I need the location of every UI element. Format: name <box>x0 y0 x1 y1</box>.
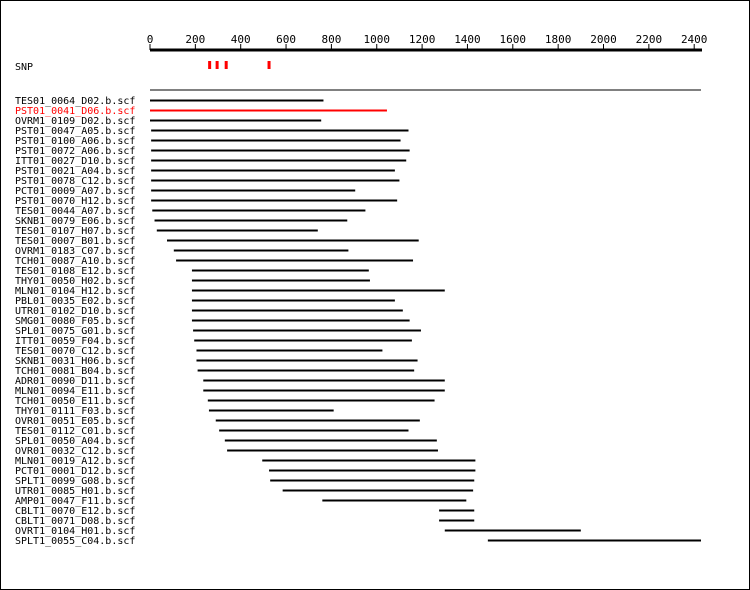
axis-tick-label: 1600 <box>499 33 527 46</box>
read-name: SPL01_0075_G01.b.scf <box>15 326 136 337</box>
read-name: ADR01_0090_D11.b.scf <box>15 376 136 387</box>
read-name: MLN01_0019_A12.b.scf <box>15 456 136 467</box>
read-name: PCT01_0001_D12.b.scf <box>15 466 136 477</box>
read-name: AMP01_0047_F11.b.scf <box>15 496 136 507</box>
read-name: SPL01_0050_A04.b.scf <box>15 436 136 447</box>
snp-label: SNP <box>15 62 34 73</box>
axis-tick-label: 2200 <box>635 33 663 46</box>
read-name: PST01_0078_C12.b.scf <box>15 176 136 187</box>
read-name: TES01_0044_A07.b.scf <box>15 206 136 217</box>
axis-tick-label: 1800 <box>544 33 572 46</box>
read-name: SMG01_0080_F05.b.scf <box>15 316 136 327</box>
read-name: SPLT1_0055_C04.b.scf <box>15 536 136 547</box>
axis-tick-label: 200 <box>185 33 206 46</box>
snp-marker <box>208 61 211 69</box>
snp-markers <box>208 61 270 69</box>
read-name: TCH01_0087_A10.b.scf <box>15 256 136 267</box>
read-name: CBLT1_0070_E12.b.scf <box>15 506 136 517</box>
read-name: PCT01_0009_A07.b.scf <box>15 186 136 197</box>
reads <box>15 96 701 547</box>
read-name: PST01_0047_A05.b.scf <box>15 126 136 137</box>
read-name: OVRM1_0109_D02.b.scf <box>15 116 136 127</box>
axis-tick-label: 0 <box>146 33 154 46</box>
axis-tick-label: 2000 <box>590 33 617 46</box>
read-name: THY01_0111_F03.b.scf <box>15 406 136 417</box>
read-name: MLN01_0104_H12.b.scf <box>15 286 136 297</box>
read-name: ITT01_0059_F04.b.scf <box>15 336 136 347</box>
read-name: TES01_0064_D02.b.scf <box>15 96 136 107</box>
read-name: TES01_0112_C01.b.scf <box>15 426 136 437</box>
read-name: TES01_0107_H07.b.scf <box>15 226 136 237</box>
read-name: UTR01_0102_D10.b.scf <box>15 306 136 317</box>
read-name: PST01_0072_A06.b.scf <box>15 146 136 157</box>
read-name: TES01_0108_E12.b.scf <box>15 266 136 277</box>
read-name: PST01_0070_H12.b.scf <box>15 196 136 207</box>
read-name: OVRM1_0183_C07.b.scf <box>15 246 136 257</box>
read-name: SPLT1_0099_G08.b.scf <box>15 476 136 487</box>
axis-tick-label: 600 <box>276 33 296 46</box>
read-name: OVRT1_0104_H01.b.scf <box>15 526 136 537</box>
read-name: ITT01_0027_D10.b.scf <box>15 156 136 167</box>
axis-tick-label: 800 <box>321 33 342 46</box>
snp-marker <box>216 61 219 69</box>
position-axis <box>147 33 708 50</box>
read-name: PBL01_0035_E02.b.scf <box>15 296 136 307</box>
read-name: CBLT1_0071_D08.b.scf <box>15 516 136 527</box>
snp-marker <box>225 61 228 69</box>
read-name: UTR01_0085_H01.b.scf <box>15 486 136 497</box>
read-name: THY01_0050_H02.b.scf <box>15 276 136 287</box>
axis-tick-label: 2400 <box>680 33 708 46</box>
read-name: TES01_0070_C12.b.scf <box>15 346 136 357</box>
axis-tick-label: 1400 <box>454 33 481 46</box>
snp-marker <box>268 61 271 69</box>
read-name: PST01_0021_A04.b.scf <box>15 166 136 177</box>
read-name: PST01_0041_D06.b.scf <box>15 106 136 117</box>
read-name: SKNB1_0031_H06.b.scf <box>15 356 136 367</box>
axis-tick-label: 400 <box>230 33 251 46</box>
read-name: OVR01_0032_C12.b.scf <box>15 446 136 457</box>
read-name: OVR01_0051_E05.b.scf <box>15 416 136 427</box>
read-name: MLN01_0094_E11.b.scf <box>15 386 136 397</box>
read-name: TES01_0007_B01.b.scf <box>15 236 136 247</box>
read-name: SKNB1_0079_E06.b.scf <box>15 216 136 227</box>
read-name: TCH01_0081_B04.b.scf <box>15 366 136 377</box>
read-name: PST01_0100_A06.b.scf <box>15 136 136 147</box>
axis-tick-label: 1200 <box>408 33 436 46</box>
read-name: TCH01_0050_E11.b.scf <box>15 396 136 407</box>
axis-tick-label: 1000 <box>363 33 390 46</box>
